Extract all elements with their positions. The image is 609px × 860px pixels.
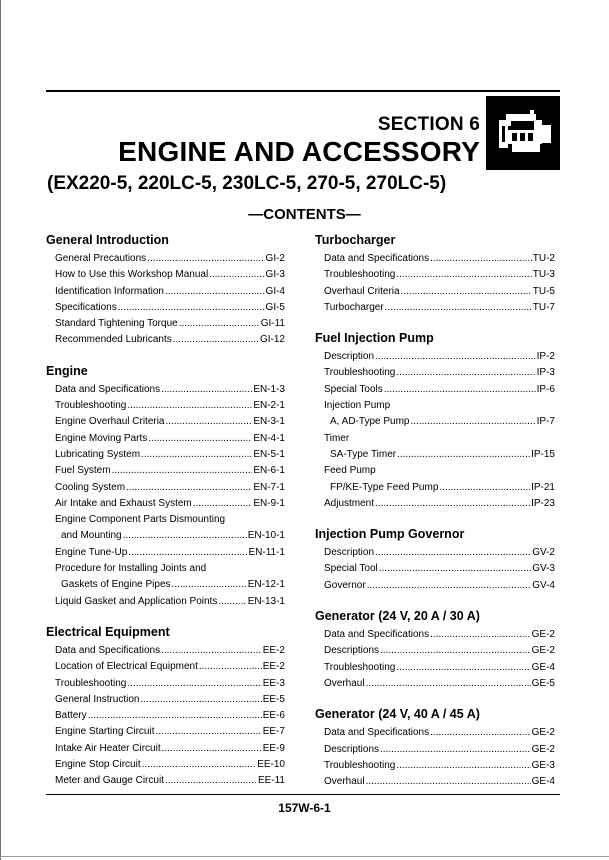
toc-entry[interactable]: FP/KE-Type Feed Pump ..... IP-21 (315, 480, 555, 496)
toc-entry[interactable]: Troubleshooting ..... EE-3 (46, 676, 285, 692)
toc-group-fuel-injection-pump (315, 329, 555, 512)
toc-entry-heading: Feed Pump (324, 465, 376, 477)
toc-entry[interactable]: Overhaul ..... GE-4 (315, 774, 555, 790)
toc-entry[interactable]: Data and Specifications ..... EE-2 (46, 643, 285, 659)
toc-group-title: Generator (24 V, 20 A / 30 A) (315, 609, 480, 624)
toc-group-electrical-equipment (46, 623, 285, 790)
toc-entry[interactable]: Engine Overhaul Criteria ..... EN-3-1 (46, 414, 285, 430)
toc-entry[interactable]: Standard Tightening Torque ..... GI-11 (46, 316, 285, 332)
toc-entry[interactable]: Overhaul Criteria ..... TU-5 (315, 284, 555, 300)
toc-entry[interactable]: Troubleshooting ..... EN-2-1 (46, 398, 285, 414)
page-title: ENGINE AND ACCESSORY (118, 136, 480, 167)
toc-group-title: Fuel Injection Pump (315, 331, 434, 346)
toc-group-generator-40a (315, 705, 555, 790)
contents-left-column (46, 231, 285, 803)
page-bottom-edge (0, 856, 609, 857)
toc-entry[interactable]: General Instruction ..... EE-5 (46, 692, 285, 708)
toc-entry[interactable]: Special Tools ..... IP-6 (315, 382, 555, 398)
engine-icon (486, 96, 560, 170)
toc-entry[interactable]: Data and Specifications ..... EN-1-3 (46, 382, 285, 398)
page-number: 157W-6-1 (278, 801, 331, 815)
page-edge (0, 0, 1, 860)
toc-group-injection-pump-governor (315, 525, 555, 594)
contents-heading: —CONTENTS— (248, 206, 361, 223)
toc-entry[interactable]: A, AD-Type Pump ..... IP-7 (315, 414, 555, 430)
toc-group-title: General Introduction (46, 233, 169, 247)
toc-entry[interactable]: Engine Moving Parts ..... EN-4-1 (46, 431, 285, 447)
toc-group-title: Turbocharger (315, 233, 396, 247)
toc-entry[interactable]: Descriptions ..... GE-2 (315, 742, 555, 758)
toc-entry[interactable]: Meter and Gauge Circuit ..... EE-11 (46, 773, 285, 789)
toc-entry[interactable]: Special Tool ..... GV-3 (315, 561, 555, 577)
toc-entry[interactable]: Fuel System ..... EN-6-1 (46, 463, 285, 479)
toc-entry[interactable]: Description ..... GV-2 (315, 545, 555, 561)
toc-group-title: Injection Pump Governor (315, 527, 465, 542)
footer-rule (46, 794, 560, 795)
toc-entry[interactable]: Descriptions ..... GE-2 (315, 643, 555, 659)
toc-entry[interactable]: Gaskets of Engine Pipes ..... EN-12-1 (46, 577, 285, 593)
toc-group-title: Electrical Equipment (46, 624, 170, 639)
contents-right-column (315, 231, 555, 803)
toc-entry[interactable]: Cooling System ..... EN-7-1 (46, 480, 285, 496)
toc-entry[interactable]: Troubleshooting ..... TU-3 (315, 267, 555, 283)
toc-entry-heading: Timer (324, 432, 350, 444)
toc-entry[interactable]: How to Use this Workshop Manual ..... GI-3 (46, 267, 285, 283)
header-rule (46, 90, 560, 92)
toc-entry[interactable]: Identification Information ..... GI-4 (46, 284, 285, 300)
toc-entry[interactable]: Turbocharger ..... TU-7 (315, 300, 555, 316)
toc-entry[interactable]: Adjustment ..... IP-23 (315, 496, 555, 512)
toc-entry[interactable]: Troubleshooting ..... GE-3 (315, 758, 555, 774)
toc-entry[interactable]: SA-Type Timer ..... IP-15 (315, 447, 555, 463)
toc-entry[interactable]: Overhaul ..... GE-5 (315, 676, 555, 692)
toc-entry[interactable]: Data and Specifications ..... GE-2 (315, 725, 555, 741)
toc-entry-heading: Procedure for Installing Joints and (55, 563, 207, 575)
toc-entry[interactable]: Engine Starting Circuit ..... EE-7 (46, 724, 285, 740)
toc-entry[interactable]: General Precautions ..... GI-2 (46, 251, 285, 267)
toc-entry[interactable]: Engine Stop Circuit ..... EE-10 (46, 757, 285, 773)
toc-entry[interactable]: Liquid Gasket and Application Points ..... EN-13-1 (46, 594, 285, 610)
toc-group-turbocharger (315, 231, 555, 316)
toc-entry[interactable]: and Mounting ..... EN-10-1 (46, 528, 285, 544)
toc-entry[interactable]: Data and Specifications ..... TU-2 (315, 251, 555, 267)
toc-entry[interactable]: Specifications ..... GI-5 (46, 300, 285, 316)
toc-group-general-introduction (46, 231, 285, 349)
toc-group-engine (46, 362, 285, 610)
toc-entry[interactable]: Recommended Lubricants ..... GI-12 (46, 332, 285, 348)
toc-entry[interactable]: Troubleshooting ..... GE-4 (315, 660, 555, 676)
section-label: SECTION 6 (377, 114, 480, 135)
toc-entry[interactable]: Engine Tune-Up ..... EN-11-1 (46, 545, 285, 561)
toc-entry[interactable]: Air Intake and Exhaust System ..... EN-9-1 (46, 496, 285, 512)
toc-entry[interactable]: Location of Electrical Equipment ..... EE-2 (46, 659, 285, 675)
toc-group-generator-20a (315, 607, 555, 692)
toc-entry[interactable]: Troubleshooting ..... IP-3 (315, 365, 555, 381)
toc-group-title: Generator (24 V, 40 A / 45 A) (315, 707, 480, 722)
toc-entry[interactable]: Description ..... IP-2 (315, 349, 555, 365)
toc-entry[interactable]: Lubricating System ..... EN-5-1 (46, 447, 285, 463)
toc-entry-heading: Injection Pump (324, 400, 391, 412)
toc-entry[interactable]: Battery ..... EE-6 (46, 708, 285, 724)
toc-entry[interactable]: Intake Air Heater Circuit ..... EE-9 (46, 741, 285, 757)
toc-entry[interactable]: Governor ..... GV-4 (315, 578, 555, 594)
model-list: (EX220-5, 220LC-5, 230LC-5, 270-5, 270LC-5) (47, 173, 447, 194)
toc-group-title: Engine (46, 363, 88, 378)
toc-entry-heading: Engine Component Parts Dismounting (55, 514, 226, 526)
toc-entry[interactable]: Data and Specifications ..... GE-2 (315, 627, 555, 643)
